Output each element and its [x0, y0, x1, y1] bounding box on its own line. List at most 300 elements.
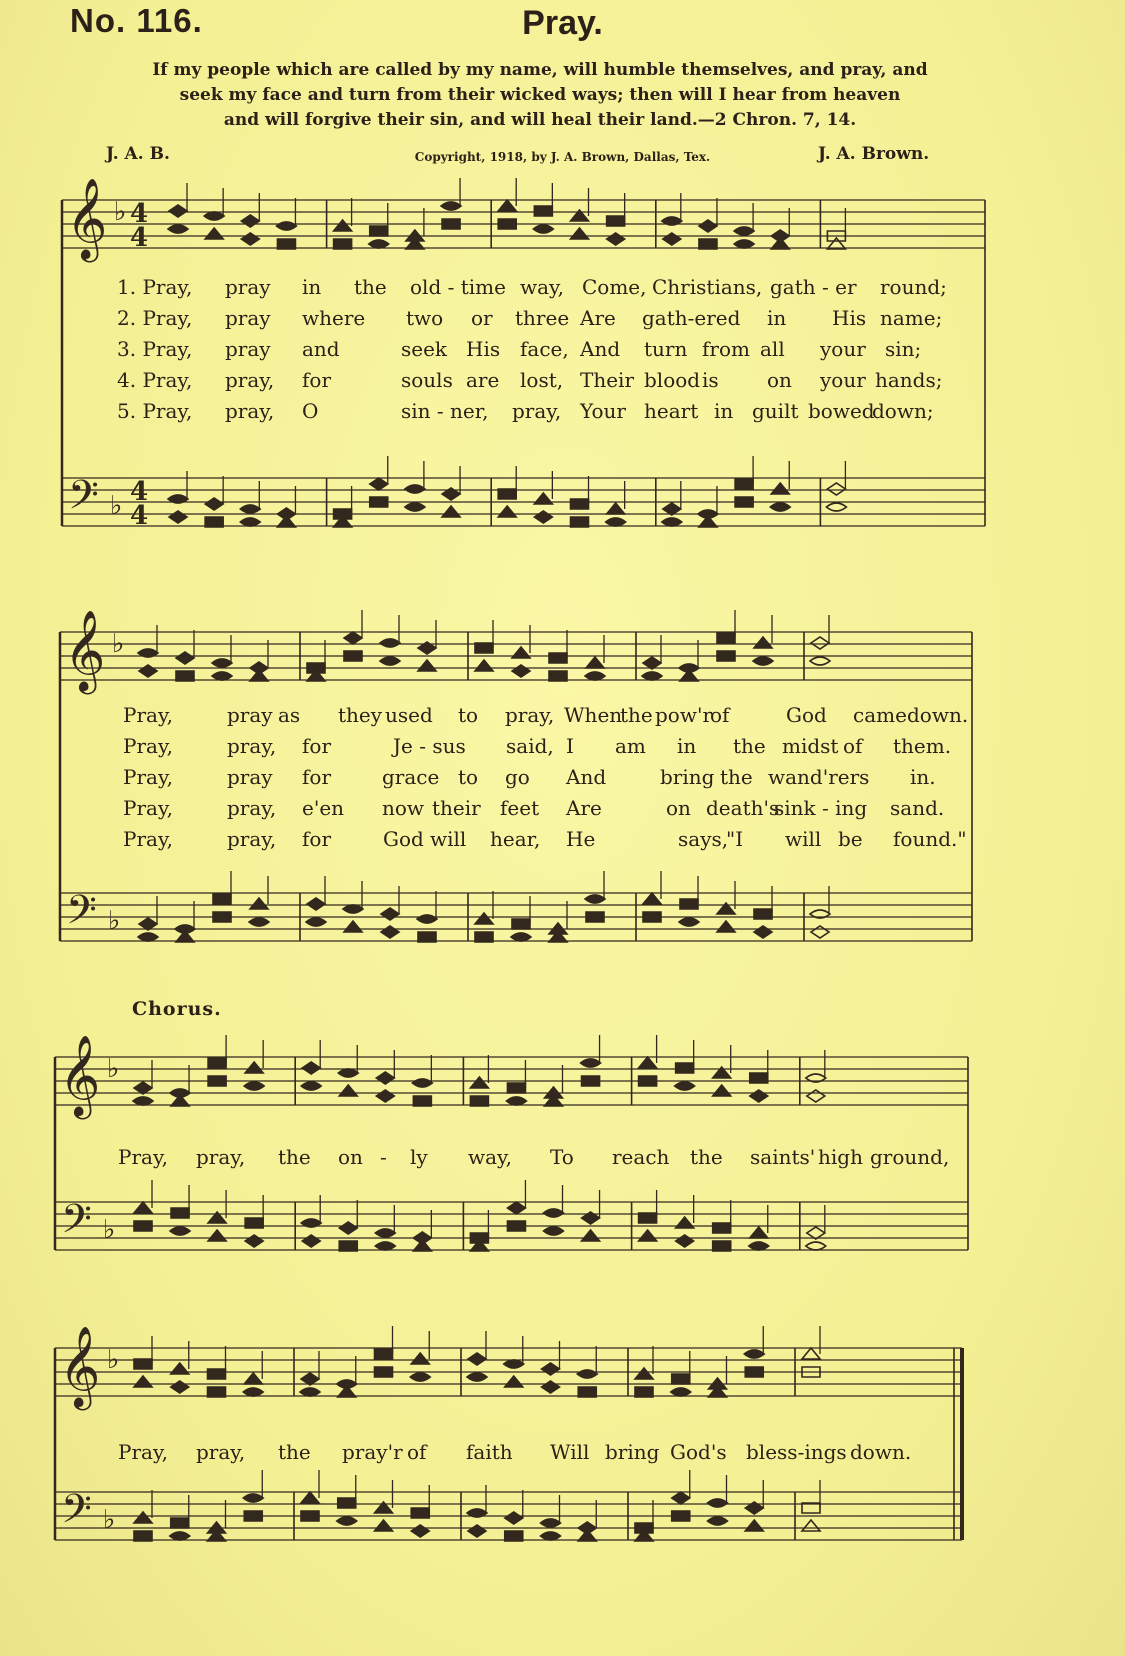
note-head [208, 1058, 226, 1068]
note-head [735, 497, 753, 507]
time-signature-top: 4 [130, 199, 149, 229]
note-head [541, 1519, 561, 1527]
note-head [243, 1388, 263, 1396]
note-head [534, 206, 552, 216]
lyric-word: is [702, 368, 719, 392]
note-head [339, 1222, 357, 1234]
treble-clef-icon: 𝄞 [66, 177, 108, 259]
note-head [344, 651, 362, 661]
note-head [133, 1097, 153, 1105]
bass-clef-icon: 𝄢 [66, 887, 97, 943]
lyric-word: pray [227, 703, 273, 727]
note-head [713, 1085, 731, 1096]
note-head [771, 483, 789, 494]
lyric-word: bowed [808, 399, 875, 423]
note-head [301, 1511, 319, 1521]
note-head [339, 1085, 357, 1096]
note-head [381, 908, 399, 920]
note-head [339, 1241, 357, 1251]
note-head [534, 493, 552, 504]
treble-clef-icon: 𝄞 [64, 609, 106, 691]
lyric-word: pray'r [342, 1440, 403, 1464]
lyric-word: they [338, 703, 383, 727]
note-head [750, 1227, 768, 1238]
note-head [208, 1230, 226, 1241]
note-head [770, 503, 790, 511]
note-head [672, 1492, 690, 1504]
note-head [571, 499, 589, 509]
note-head [578, 1530, 596, 1541]
note-head [504, 1360, 524, 1368]
lyric-word: pray, [227, 796, 277, 820]
note-head [811, 926, 829, 938]
lyric-word: down; [872, 399, 934, 423]
note-head [475, 660, 493, 671]
flat-icon: ♭ [103, 1215, 116, 1245]
note-head [506, 1097, 526, 1105]
note-head [607, 503, 625, 514]
lyric-word: the [733, 734, 766, 758]
lyric-word: says, [678, 827, 729, 851]
note-head [680, 899, 698, 909]
lyric-word: in [767, 306, 787, 330]
lyric-word: sin - ner, [401, 399, 489, 423]
lyric-word: am [615, 734, 646, 758]
note-head [411, 1525, 429, 1537]
lyric-word: He [566, 827, 596, 851]
note-head [171, 1208, 189, 1218]
note-head [410, 1373, 430, 1381]
note-head [250, 670, 268, 681]
note-head [171, 1095, 189, 1106]
note-head [662, 518, 682, 526]
note-head [380, 657, 400, 665]
lyric-word: 2. Pray, [117, 306, 193, 330]
scripture-line: seek my face and turn from their wicked ways; then will I hear from heaven [179, 85, 901, 105]
lyric-word: the [690, 1145, 723, 1169]
flat-icon: ♭ [112, 629, 125, 659]
note-head [344, 921, 362, 932]
lyric-word: Pray, [123, 765, 173, 789]
lyric-word: pray [227, 765, 273, 789]
lyric-word: sin; [885, 337, 922, 361]
note-head [581, 1059, 601, 1067]
lyric-word: faith [466, 1440, 513, 1464]
note-head [749, 1242, 769, 1250]
scripture-line: If my people which are called by my name, will humble themselves, and pray, and [152, 60, 928, 80]
lyric-word: three [515, 306, 570, 330]
lyric-word: as [278, 703, 301, 727]
note-head [441, 202, 461, 210]
lyric-word: God [786, 703, 827, 727]
note-head [245, 1062, 263, 1073]
note-head [369, 240, 389, 248]
note-head [498, 489, 516, 499]
lyric-word: pray, [225, 368, 275, 392]
scripture-line: and will forgive their sin, and will heal their land.—2 Chron. 7, 14. [223, 110, 857, 130]
note-head [250, 898, 268, 909]
note-head [276, 222, 296, 230]
note-head [745, 1367, 763, 1377]
note-head [412, 1079, 432, 1087]
note-head [643, 893, 661, 904]
lyric-word: pray, [196, 1440, 246, 1464]
lyric-word: souls [401, 368, 453, 392]
lyric-word: Pray, [118, 1145, 168, 1169]
lyric-word: in [714, 399, 734, 423]
time-signature-bottom: 4 [130, 501, 149, 531]
lyric-word: to [458, 703, 479, 727]
note-head [717, 633, 735, 643]
note-head [134, 1082, 152, 1094]
words-credit: J. A. B. [106, 144, 170, 164]
note-head [585, 672, 605, 680]
note-head [549, 671, 567, 681]
note-head [679, 918, 699, 926]
note-head [606, 518, 626, 526]
note-head [301, 1373, 319, 1385]
note-head [607, 233, 625, 245]
lyric-word: 5. Pray, [117, 399, 193, 423]
note-head [376, 1090, 394, 1102]
note-head [134, 1531, 152, 1541]
note-head [417, 915, 437, 923]
note-head [512, 665, 530, 677]
lyric-word: bring [605, 1440, 660, 1464]
note-head [301, 1219, 321, 1227]
note-head [139, 665, 157, 677]
note-head [138, 649, 158, 657]
note-head [639, 1213, 657, 1223]
note-head [802, 1520, 820, 1531]
note-head [307, 898, 325, 910]
lyric-word: your [820, 337, 866, 361]
lyric-word: the [354, 275, 387, 299]
note-head [750, 1073, 768, 1083]
note-head [571, 228, 589, 239]
note-head [643, 657, 661, 669]
lyric-word: 1. Pray, [117, 275, 193, 299]
lyric-word: heart [644, 399, 699, 423]
lyric-word: pray, [512, 399, 562, 423]
note-head [302, 1062, 320, 1074]
note-head [306, 918, 326, 926]
lyric-word: When [564, 703, 623, 727]
note-head [169, 511, 187, 523]
lyric-word: where [302, 306, 366, 330]
note-head [245, 1235, 263, 1247]
note-head [534, 511, 552, 523]
note-head [208, 1076, 226, 1086]
note-head [806, 1242, 826, 1250]
note-head [413, 1096, 431, 1106]
note-head [337, 1517, 357, 1525]
note-head [240, 518, 260, 526]
copyright-line: Copyright, 1918, by J. A. Brown, Dallas, Tex. [414, 150, 711, 164]
lyric-word: high [818, 1145, 863, 1169]
lyric-word: now [382, 796, 425, 820]
lyric-word: pray, [227, 827, 277, 851]
note-head [811, 637, 829, 649]
lyric-word: sand. [890, 796, 945, 820]
note-head [134, 1202, 152, 1213]
lyric-word: the [720, 765, 753, 789]
note-head [512, 647, 530, 658]
note-head [675, 1082, 695, 1090]
note-head [343, 905, 363, 913]
note-head [754, 926, 772, 938]
flat-icon: ♭ [110, 491, 123, 521]
note-head [176, 652, 194, 664]
note-head [754, 909, 772, 919]
note-head [498, 200, 516, 211]
note-head [134, 1376, 152, 1387]
lyric-word: Pray, [118, 1440, 168, 1464]
note-head [418, 932, 436, 942]
note-head [663, 233, 681, 245]
lyric-word: ly [410, 1145, 428, 1169]
lyric-word: reach [612, 1145, 670, 1169]
flat-icon: ♭ [103, 1505, 116, 1535]
lyric-word: down. [907, 703, 969, 727]
lyric-word: down. [850, 1440, 912, 1464]
note-head [544, 1209, 564, 1217]
note-head [607, 216, 625, 226]
note-head [582, 1230, 600, 1241]
note-head [467, 1373, 487, 1381]
flat-icon: ♭ [114, 197, 127, 227]
note-head [411, 1508, 429, 1518]
note-head [512, 919, 530, 929]
lyric-word: of [407, 1440, 427, 1464]
lyric-word: turn [644, 337, 688, 361]
note-head [676, 1235, 694, 1247]
lyric-word: pray [225, 306, 271, 330]
note-head [541, 1532, 561, 1540]
lyric-word: God [383, 827, 424, 851]
note-head [470, 1096, 488, 1106]
lyric-word: the [620, 703, 653, 727]
lyric-word: 4. Pray, [117, 368, 193, 392]
note-head [642, 672, 662, 680]
bass-clef-icon: 𝄢 [68, 472, 99, 528]
lyric-word: Are [580, 306, 616, 330]
note-head [376, 1072, 394, 1084]
lyric-word: said, [506, 734, 554, 758]
note-head [542, 1381, 560, 1393]
note-head [370, 478, 388, 490]
note-head [171, 1363, 189, 1374]
note-head [338, 1069, 358, 1077]
lyric-word: old - time [410, 275, 506, 299]
note-head [134, 1359, 152, 1369]
note-head [708, 1517, 728, 1525]
note-head [810, 657, 830, 665]
note-head [475, 913, 493, 924]
lyric-word: on [767, 368, 792, 392]
note-head [375, 1349, 393, 1359]
note-head [511, 933, 531, 941]
lyric-word: Your [580, 399, 626, 423]
note-head [375, 1367, 393, 1377]
lyric-word: go [505, 765, 530, 789]
note-head [750, 1090, 768, 1102]
note-head [139, 918, 157, 930]
lyric-word: lost, [520, 368, 564, 392]
note-head [134, 1512, 152, 1523]
lyric-word: the [278, 1440, 311, 1464]
lyric-word: Christians, [652, 275, 763, 299]
note-head [277, 516, 295, 527]
note-head [639, 1057, 657, 1068]
note-head [205, 228, 223, 239]
lyric-word: Pray, [123, 734, 173, 758]
note-head [244, 1373, 262, 1384]
note-head [381, 926, 399, 938]
lyric-word: Will [550, 1440, 590, 1464]
lyric-word: e'en [302, 796, 345, 820]
lyric-word: your [820, 368, 866, 392]
note-head [249, 918, 269, 926]
lyric-word: and [302, 337, 340, 361]
note-head [827, 483, 845, 495]
lyric-word: wand'rers [768, 765, 870, 789]
lyric-word: on [338, 1145, 363, 1169]
note-head [708, 1499, 728, 1507]
note-head [507, 1083, 525, 1093]
lyric-word: pray, [505, 703, 555, 727]
lyric-word: found." [893, 827, 967, 851]
hymn-title: Pray. [522, 4, 603, 42]
note-head [380, 639, 400, 647]
lyric-word: face, [520, 337, 569, 361]
note-head [245, 1218, 263, 1228]
note-head [578, 1387, 596, 1397]
lyric-word: Pray, [123, 827, 173, 851]
note-head [468, 1525, 486, 1537]
lyric-word: His [832, 306, 867, 330]
lyric-word: used [385, 703, 433, 727]
note-head [169, 205, 187, 217]
lyric-word: Pray, [123, 796, 173, 820]
lyric-word: pow'r [655, 703, 713, 727]
note-head [663, 503, 681, 515]
note-head [301, 1082, 321, 1090]
note-head [212, 659, 232, 667]
lyric-word: in. [910, 765, 936, 789]
note-head [243, 1494, 263, 1502]
lyric-word: of [710, 703, 730, 727]
lyric-word: on [666, 796, 691, 820]
note-head [676, 1063, 694, 1073]
flat-icon: ♭ [107, 1345, 120, 1375]
lyric-word: Come, [582, 275, 647, 299]
lyric-word: And [566, 765, 607, 789]
flat-icon: ♭ [107, 1054, 120, 1084]
note-head [241, 215, 259, 227]
lyric-word: in [302, 275, 322, 299]
lyric-word: O [302, 399, 319, 423]
note-head [241, 233, 259, 245]
note-head [370, 497, 388, 507]
note-head [467, 1509, 487, 1517]
lyric-word: pray [225, 275, 271, 299]
note-head [302, 1235, 320, 1247]
note-head [411, 1353, 429, 1364]
note-head [544, 1227, 564, 1235]
lyric-word: gath - er [770, 275, 857, 299]
note-head [171, 1518, 189, 1528]
note-head [442, 506, 460, 517]
note-head [713, 1223, 731, 1233]
note-head [468, 1353, 486, 1365]
lyric-word: bless-ings [746, 1440, 847, 1464]
note-head [375, 1229, 395, 1237]
lyric-word: in [677, 734, 697, 758]
treble-clef-icon: 𝄞 [59, 1034, 101, 1116]
lyric-word: And [580, 337, 621, 361]
flat-icon: ♭ [108, 906, 121, 936]
lyric-word: midst [782, 734, 839, 758]
note-head [586, 657, 604, 668]
note-head [205, 498, 223, 510]
lyric-word: for [302, 368, 332, 392]
note-head [338, 1498, 356, 1508]
note-head [676, 1217, 694, 1228]
note-head [807, 1090, 825, 1102]
note-head [713, 1241, 731, 1251]
note-head [134, 1221, 152, 1231]
note-head [413, 1240, 431, 1251]
lyric-word: bring [660, 765, 715, 789]
lyric-word: will [785, 827, 822, 851]
note-head [170, 1227, 190, 1235]
note-head [734, 227, 754, 235]
note-head [171, 1381, 189, 1393]
note-head [671, 1388, 691, 1396]
note-head [577, 1370, 597, 1378]
lyric-word: for [302, 827, 332, 851]
note-head [505, 1512, 523, 1524]
note-head [170, 1532, 190, 1540]
note-head [533, 225, 553, 233]
note-head [338, 1386, 356, 1397]
note-head [240, 505, 260, 513]
lyric-word: I [566, 734, 574, 758]
note-head [717, 921, 735, 932]
note-head [405, 503, 425, 511]
note-head [212, 672, 232, 680]
lyric-word: pray, [196, 1145, 246, 1169]
lyric-word: blood [644, 368, 701, 392]
music-credit: J. A. Brown. [818, 144, 930, 164]
note-head [244, 1082, 264, 1090]
note-head [635, 1387, 653, 1397]
lyric-word: for [302, 765, 332, 789]
note-head [370, 226, 388, 236]
note-head [138, 933, 158, 941]
note-head [301, 1492, 319, 1503]
note-head [213, 894, 231, 904]
note-head [244, 1511, 262, 1521]
lyric-word: to [458, 765, 479, 789]
note-head [442, 219, 460, 229]
note-head [300, 1388, 320, 1396]
note-head [571, 517, 589, 527]
lyric-word: hands; [875, 368, 943, 392]
lyric-word: way, [520, 275, 565, 299]
note-head [277, 239, 295, 249]
